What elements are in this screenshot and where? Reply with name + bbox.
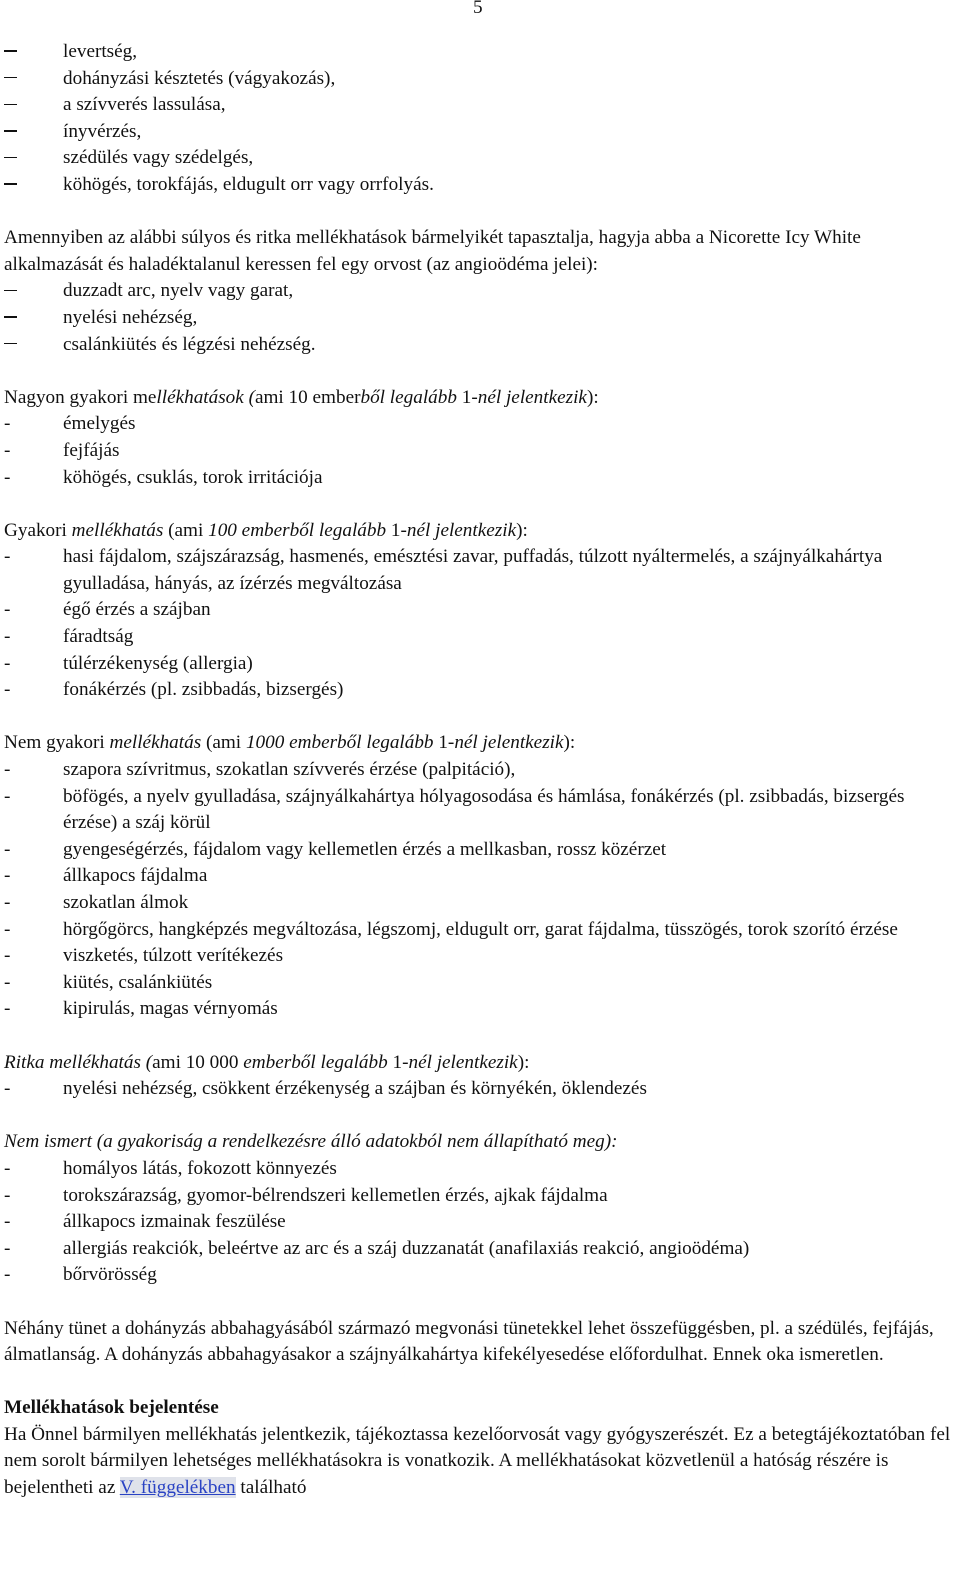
hyphen-bullet: - bbox=[4, 546, 11, 568]
hyphen-bullet: - bbox=[4, 971, 11, 993]
unknown-list bbox=[4, 1156, 954, 1289]
list-item: - szokatlan álmok bbox=[4, 890, 954, 917]
hyphen-bullet: - bbox=[4, 466, 11, 488]
rare-list bbox=[4, 1076, 954, 1103]
list-item: nyelési nehézség, bbox=[4, 305, 954, 332]
list-item: - kiütés, csalánkiütés bbox=[4, 970, 954, 997]
list-item: - nyelési nehézség, csökkent érzékenység a szájban és környékén, öklendezés bbox=[4, 1076, 954, 1103]
uncommon-heading: Nem gyakori mellékhatás (ami 1000 emberből legalább 1-nél jelentkezik): bbox=[4, 732, 576, 754]
list-item: - állkapocs fájdalma bbox=[4, 863, 954, 890]
hyphen-bullet: - bbox=[4, 998, 11, 1020]
hyphen-bullet: - bbox=[4, 918, 11, 940]
list-item: - viszketés, túlzott verítékezés bbox=[4, 943, 954, 970]
hyphen-bullet: - bbox=[4, 1237, 11, 1259]
appendix-v-link[interactable]: V. függelékben bbox=[119, 1477, 236, 1499]
hyphen-bullet: - bbox=[4, 439, 11, 461]
hyphen-bullet: - bbox=[4, 1078, 11, 1100]
list-item: - égő érzés a szájban bbox=[4, 597, 954, 624]
uncommon-list bbox=[4, 757, 954, 1023]
list-item: - émelygés bbox=[4, 411, 954, 438]
hyphen-bullet: - bbox=[4, 599, 11, 621]
dash-bullet bbox=[4, 66, 63, 93]
reporting-paragraph: Ha Önnel bármilyen mellékhatás jelentkezik, tájékoztassa kezelőorvosát vagy gyógyszerészét. Ez a betegtájékoztatóban fel nem sorolt bármilyen lehetséges mellékhatásokra is vonatkozik. A mellékhatásokat közvetlenül a hatóság részére is bejelentheti az V. függelékben található bbox=[4, 1423, 951, 1499]
rare-heading: Ritka mellékhatás (ami 10 000 emberből legalább 1-nél jelentkezik): bbox=[4, 1051, 530, 1073]
list-item: - fonákérzés (pl. zsibbadás, bizsergés) bbox=[4, 677, 954, 704]
list-item: - homályos látás, fokozott könnyezés bbox=[4, 1156, 954, 1183]
list-item: köhögés, torokfájás, eldugult orr vagy orrfolyás. bbox=[4, 172, 954, 199]
hyphen-bullet: - bbox=[4, 626, 11, 648]
hyphen-bullet: - bbox=[4, 1264, 11, 1286]
list-item: szédülés vagy szédelgés, bbox=[4, 145, 954, 172]
hyphen-bullet: - bbox=[4, 652, 11, 674]
dash-bullet bbox=[4, 145, 63, 172]
very-common-list bbox=[4, 411, 954, 491]
hyphen-bullet: - bbox=[4, 785, 11, 807]
hyphen-bullet: - bbox=[4, 1184, 11, 1206]
list-item: - kipirulás, magas vérnyomás bbox=[4, 996, 954, 1023]
list-item: - túlérzékenység (allergia) bbox=[4, 651, 954, 678]
reporting-heading: Mellékhatások bejelentése bbox=[4, 1397, 219, 1419]
list-item: - fejfájás bbox=[4, 438, 954, 465]
list-item: - köhögés, csuklás, torok irritációja bbox=[4, 465, 954, 492]
list-item: - fáradtság bbox=[4, 624, 954, 651]
list-item: - allergiás reakciók, beleértve az arc és a száj duzzanatát (anafilaxiás reakció, angioödéma) bbox=[4, 1236, 954, 1263]
serious-list bbox=[4, 278, 954, 358]
list-item: - hasi fájdalom, szájszárazság, hasmenés, emésztési zavar, puffadás, túlzott nyáltermelés, a szájnyálkahártya gyulladása, hányás, az ízérzés megváltozása bbox=[4, 544, 954, 597]
dash-bullet bbox=[4, 92, 63, 119]
page-number: 5 bbox=[473, 0, 483, 18]
list-item: a szívverés lassulása, bbox=[4, 92, 954, 119]
hyphen-bullet: - bbox=[4, 1157, 11, 1179]
hyphen-bullet: - bbox=[4, 838, 11, 860]
list-item: - gyengeségérzés, fájdalom vagy kellemetlen érzés a mellkasban, rossz közérzet bbox=[4, 837, 954, 864]
very-common-heading: Nagyon gyakori mellékhatások (ami 10 emberből legalább 1-nél jelentkezik): bbox=[4, 386, 599, 408]
hyphen-bullet: - bbox=[4, 679, 11, 701]
common-list bbox=[4, 544, 954, 704]
document-body bbox=[4, 39, 954, 1502]
list-item: - böfögés, a nyelv gyulladása, szájnyálkahártya hólyagosodása és hámlása, fonákérzés (pl. zsibbadás, bizsergés érzése) a száj körül bbox=[4, 784, 954, 837]
list-item: csalánkiütés és légzési nehézség. bbox=[4, 332, 954, 359]
list-item: duzzadt arc, nyelv vagy garat, bbox=[4, 278, 954, 305]
dash-bullet bbox=[4, 119, 63, 146]
hyphen-bullet: - bbox=[4, 413, 11, 435]
list-item: - állkapocs izmainak feszülése bbox=[4, 1209, 954, 1236]
hyphen-bullet: - bbox=[4, 759, 11, 781]
list-item: dohányzási késztetés (vágyakozás), bbox=[4, 66, 954, 93]
common-heading: Gyakori mellékhatás (ami 100 emberből legalább 1-nél jelentkezik): bbox=[4, 519, 528, 541]
dash-bullet bbox=[4, 305, 63, 332]
serious-intro: Amennyiben az alábbi súlyos és ritka mellékhatások bármelyikét tapasztalja, hagyja abba a Nicorette Icy White alkalmazását és haladéktalanul keressen fel egy orvost (az angioödéma jelei): bbox=[4, 227, 861, 275]
hyphen-bullet: - bbox=[4, 1211, 11, 1233]
dash-bullet bbox=[4, 39, 63, 66]
list-item: - torokszárazság, gyomor-bélrendszeri kellemetlen érzés, ajkak fájdalma bbox=[4, 1183, 954, 1210]
hyphen-bullet: - bbox=[4, 945, 11, 967]
list-item: - hörgőgörcs, hangképzés megváltozása, légszomj, eldugult orr, garat fájdalma, tüsszögés, torok szorító érzése bbox=[4, 917, 954, 944]
list-item: levertség, bbox=[4, 39, 954, 66]
dash-bullet bbox=[4, 172, 63, 199]
dash-bullet bbox=[4, 332, 63, 359]
symptom-list bbox=[4, 39, 954, 199]
list-item: - szapora szívritmus, szokatlan szívverés érzése (palpitáció), bbox=[4, 757, 954, 784]
dash-bullet bbox=[4, 278, 63, 305]
list-item: ínyvérzés, bbox=[4, 119, 954, 146]
hyphen-bullet: - bbox=[4, 865, 11, 887]
unknown-heading: Nem ismert (a gyakoriság a rendelkezésre álló adatokból nem állapítható meg): bbox=[4, 1131, 618, 1153]
list-item: - bőrvörösség bbox=[4, 1262, 954, 1289]
withdrawal-note: Néhány tünet a dohányzás abbahagyásából származó megvonási tünetekkel lehet összefüggésben, pl. a szédülés, fejfájás, álmatlanság. A dohányzás abbahagyásakor a szájnyálkahártya kifekélyesedése előfordulhat. Ennek oka ismeretlen. bbox=[4, 1317, 934, 1366]
hyphen-bullet: - bbox=[4, 892, 11, 913]
